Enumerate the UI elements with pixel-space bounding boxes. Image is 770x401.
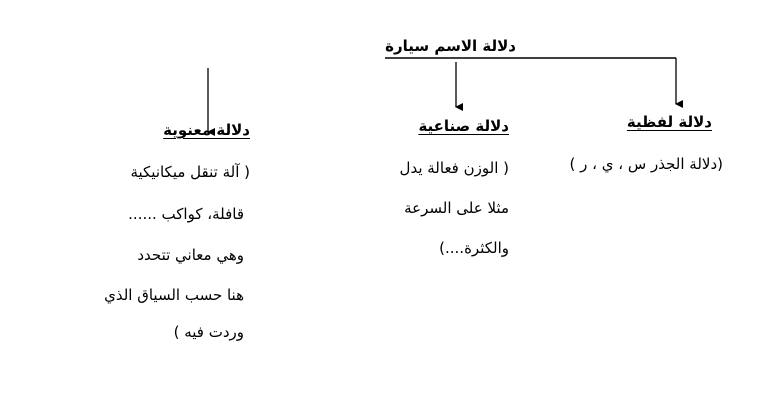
lafziya-line-1: (دلالة الجذر س ، ي ، ر ) (569, 155, 723, 173)
sinaeiya-line-2: مثلا على السرعة (404, 199, 509, 217)
maenawiya-line-1: ( آلة تنقل ميكانيكية (130, 163, 250, 181)
maenawiya-line-4: هنا حسب السياق الذي (104, 286, 244, 304)
maenawiya-line-5: وردت فيه ) (173, 323, 244, 341)
sinaeiya-heading: دلالة صناعية (418, 117, 509, 135)
maenawiya-line-3: وهي معاني تتحدد (137, 246, 244, 264)
maenawiya-heading: دلالة معنوية (163, 121, 250, 139)
root-title: دلالة الاسم سيارة (385, 37, 516, 55)
maenawiya-line-2: قافلة، كواكب ...... (128, 205, 244, 223)
sinaeiya-line-3: والكثرة....) (439, 239, 509, 257)
sinaeiya-line-1: ( الوزن فعالة يدل (399, 159, 509, 177)
lafziya-heading: دلالة لفظية (626, 113, 712, 131)
